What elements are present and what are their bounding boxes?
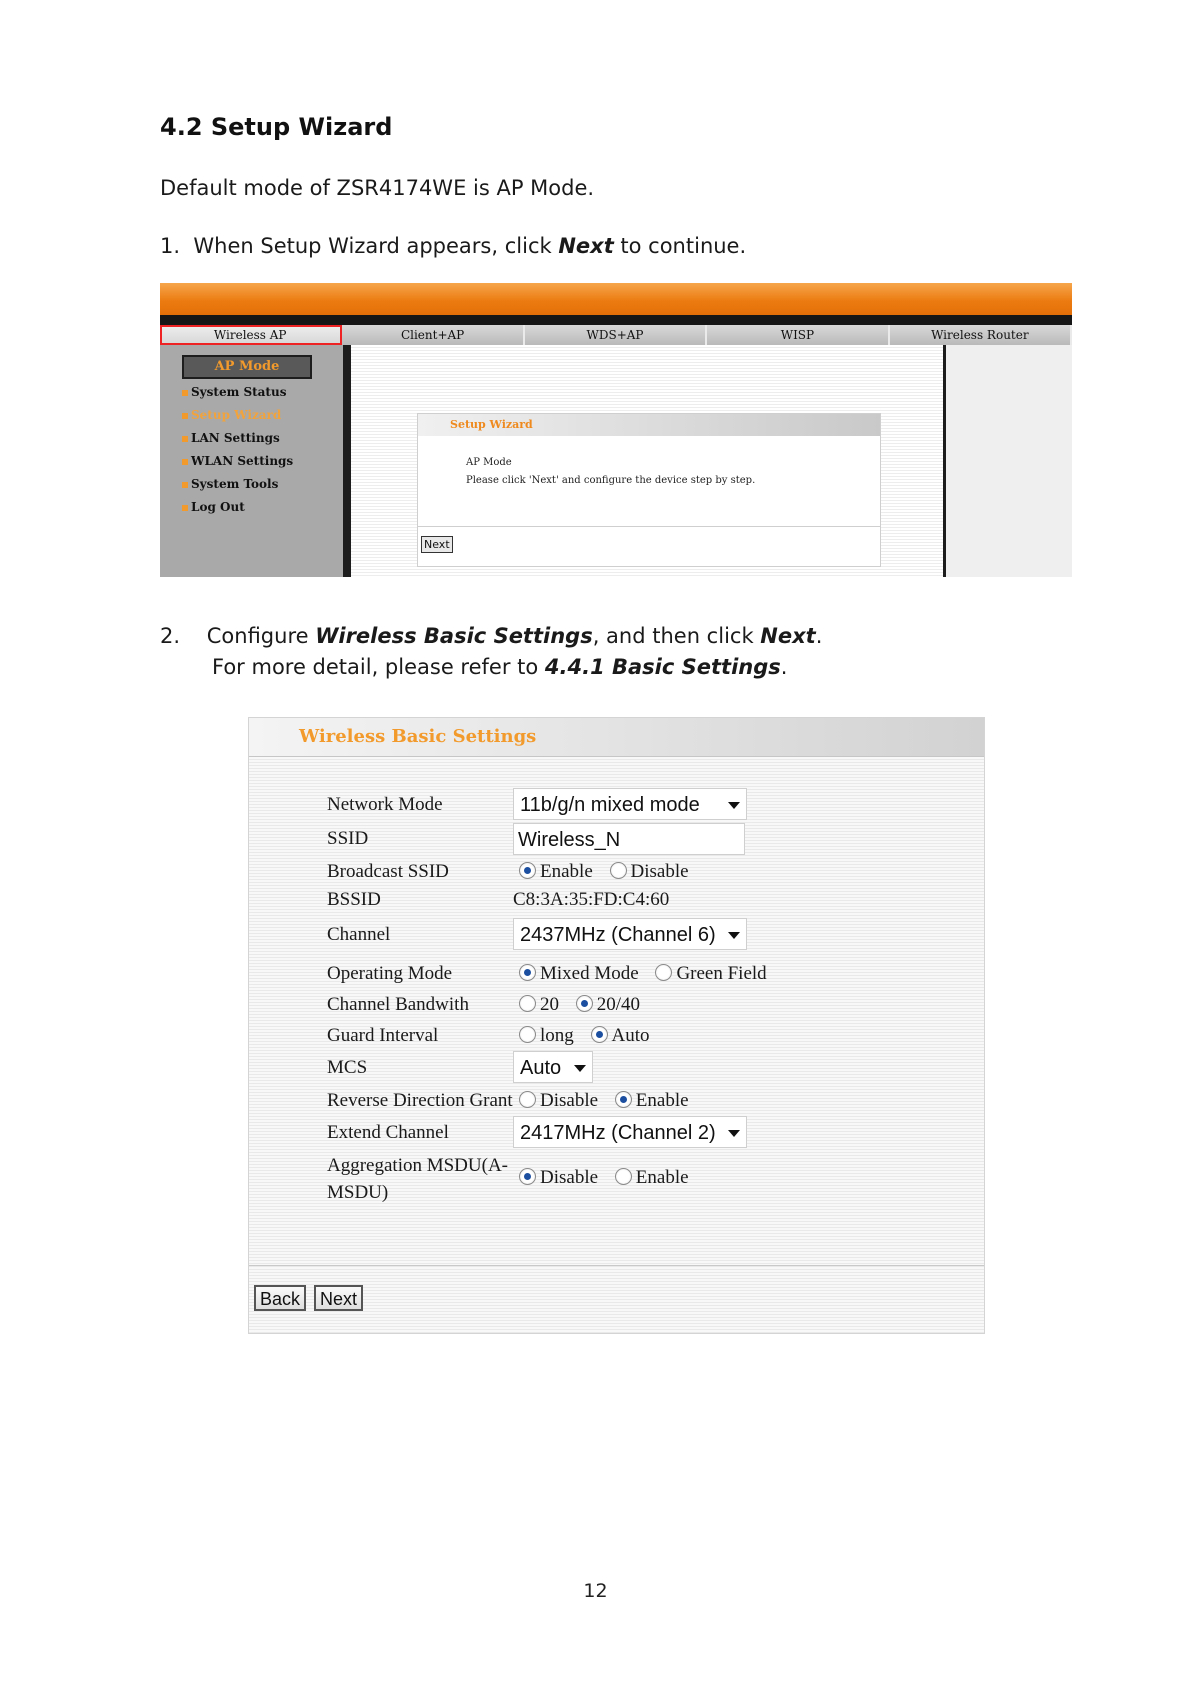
rdg-enable-radio[interactable] (615, 1091, 632, 1108)
wizard-mode-text: AP Mode (466, 457, 512, 468)
ap-mode-button[interactable]: AP Mode (182, 355, 312, 379)
step2-post: . (815, 624, 823, 648)
reverse-direction-grant-group (513, 1090, 689, 1112)
mcs-value: Auto (520, 1057, 562, 1079)
extend-channel-value: 2417MHz (Channel 2) (520, 1122, 716, 1144)
back-button[interactable]: Back (254, 1285, 306, 1311)
router-sidebar (160, 345, 343, 577)
channel-label: Channel (327, 924, 391, 945)
tab-client-ap[interactable]: Client+AP (342, 325, 524, 345)
bandwidth-2040-label: 20/40 (596, 994, 641, 1015)
broadcast-disable-label: Disable (630, 861, 689, 882)
bullet-icon (182, 459, 188, 465)
section-title: 4.2 Setup Wizard (160, 113, 393, 141)
reverse-direction-grant-label: Reverse Direction Grant (327, 1090, 513, 1111)
tab-wisp[interactable]: WISP (707, 325, 889, 345)
broadcast-disable-radio[interactable] (610, 862, 627, 879)
step2-line2 (212, 655, 787, 679)
guard-long-label: long (540, 1025, 574, 1046)
aggregation-msdu-label-line2: MSDU) (327, 1182, 389, 1203)
wireless-basic-settings-screenshot (248, 717, 985, 1334)
setup-wizard-title: Setup Wizard (418, 414, 880, 436)
rdg-disable-radio[interactable] (519, 1091, 536, 1108)
tab-wireless-router[interactable]: Wireless Router (890, 325, 1072, 345)
menu-item-system-status[interactable]: System Status (182, 381, 293, 404)
menu-item-setup-wizard[interactable]: Setup Wizard (182, 404, 293, 427)
next-button[interactable]: Next (314, 1285, 363, 1311)
ssid-label: SSID (327, 828, 369, 849)
step2-emph: Wireless Basic Settings (315, 624, 593, 648)
step2-line2-post: . (780, 655, 788, 679)
chevron-down-icon (728, 1130, 740, 1137)
green-field-radio[interactable] (655, 964, 672, 981)
setup-wizard-panel (417, 413, 881, 567)
mcs-select[interactable] (513, 1051, 593, 1083)
step1-emph: Next (558, 234, 614, 258)
bullet-icon (182, 413, 188, 419)
channel-value: 2437MHz (Channel 6) (520, 924, 716, 946)
intro-text: Default mode of ZSR4174WE is AP Mode. (160, 176, 595, 200)
broadcast-enable-label: Enable (540, 861, 593, 882)
step1-number: 1. (160, 234, 181, 258)
tab-wds-ap[interactable]: WDS+AP (525, 325, 707, 345)
amsdu-disable-label: Disable (540, 1167, 599, 1188)
chevron-down-icon (728, 932, 740, 939)
sidebar-divider (343, 345, 351, 577)
aggregation-msdu-label-line1: Aggregation MSDU(A- (327, 1155, 509, 1176)
channel-bandwidth-label: Channel Bandwith (327, 994, 469, 1015)
setup-wizard-body (466, 454, 755, 490)
step2-number: 2. (160, 624, 181, 648)
page-number: 12 (583, 1580, 608, 1602)
bullet-icon (182, 390, 188, 396)
extend-channel-label: Extend Channel (327, 1122, 449, 1143)
broadcast-enable-radio[interactable] (519, 862, 536, 879)
network-mode-value: 11b/g/n mixed mode (520, 794, 700, 816)
chevron-down-icon (574, 1065, 586, 1072)
menu-item-log-out[interactable]: Log Out (182, 496, 293, 519)
bullet-icon (182, 436, 188, 442)
step2-text (160, 624, 822, 648)
right-pane (946, 345, 1072, 577)
green-field-label: Green Field (676, 963, 767, 984)
tab-wireless-ap[interactable]: Wireless AP (160, 325, 342, 345)
amsdu-enable-label: Enable (635, 1167, 689, 1188)
bandwidth-20-radio[interactable] (519, 995, 536, 1012)
rdg-disable-label: Disable (540, 1090, 599, 1111)
guard-interval-label: Guard Interval (327, 1025, 439, 1046)
wizard-description: Please click 'Next' and configure the device step by step. (466, 475, 756, 486)
wireless-basic-title: Wireless Basic Settings (249, 718, 984, 757)
wizard-divider (418, 526, 880, 527)
operating-mode-group (513, 963, 767, 985)
extend-channel-select[interactable] (513, 1116, 747, 1148)
network-mode-label: Network Mode (327, 794, 443, 815)
step1-post: to continue. (613, 234, 747, 258)
menu-item-wlan-settings[interactable]: WLAN Settings (182, 450, 293, 473)
broadcast-ssid-group (513, 861, 689, 883)
guard-interval-group (513, 1025, 650, 1047)
step2-line2-pre: For more detail, please refer to (212, 655, 545, 679)
bullet-icon (182, 505, 188, 511)
step1-text (160, 234, 746, 258)
router-menu (182, 381, 293, 519)
bssid-value: C8:3A:35:FD:C4:60 (513, 889, 670, 910)
router-header-divider (160, 315, 1072, 325)
mcs-label: MCS (327, 1057, 368, 1078)
amsdu-enable-radio[interactable] (615, 1168, 632, 1185)
broadcast-ssid-label: Broadcast SSID (327, 861, 449, 882)
bullet-icon (182, 482, 188, 488)
bssid-label: BSSID (327, 889, 381, 910)
rdg-enable-label: Enable (635, 1090, 689, 1111)
channel-select[interactable] (513, 918, 747, 950)
step2-emph2: Next (760, 624, 816, 648)
step1-pre: When Setup Wizard appears, click (193, 234, 559, 258)
operating-mode-label: Operating Mode (327, 963, 453, 984)
amsdu-disable-radio[interactable] (519, 1168, 536, 1185)
router-mode-tabs (160, 325, 1072, 345)
guard-long-radio[interactable] (519, 1026, 536, 1043)
chevron-down-icon (728, 802, 740, 809)
bandwidth-2040-radio[interactable] (576, 995, 593, 1012)
guard-auto-label: Auto (611, 1025, 650, 1046)
guard-auto-radio[interactable] (591, 1026, 608, 1043)
menu-item-system-tools[interactable]: System Tools (182, 473, 293, 496)
step2-pre: Configure (206, 624, 316, 648)
step2-line2-emph: 4.4.1 Basic Settings (544, 655, 781, 679)
step2-mid: , and then click (592, 624, 761, 648)
bandwidth-20-label: 20 (540, 994, 559, 1015)
network-mode-select[interactable] (513, 788, 747, 820)
aggregation-msdu-label (327, 1152, 508, 1206)
mixed-mode-radio[interactable] (519, 964, 536, 981)
channel-bandwidth-group (513, 994, 640, 1016)
footer-divider (249, 1265, 984, 1266)
ssid-input[interactable]: Wireless_N (513, 823, 745, 855)
router-ui-screenshot (160, 283, 1072, 577)
menu-item-lan-settings[interactable]: LAN Settings (182, 427, 293, 450)
aggregation-msdu-group (513, 1167, 689, 1189)
mixed-mode-label: Mixed Mode (540, 963, 639, 984)
router-header-bar (160, 283, 1072, 315)
wizard-next-button[interactable]: Next (421, 536, 453, 553)
